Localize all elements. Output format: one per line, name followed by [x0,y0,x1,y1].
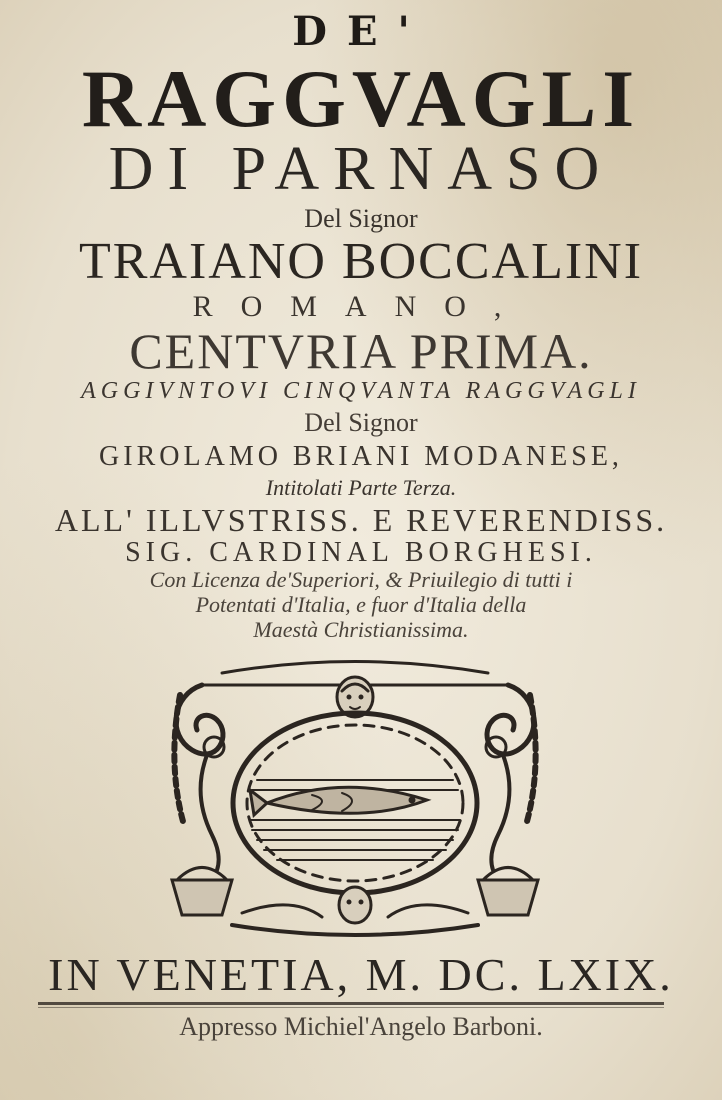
intitolati-line: Intitolati Parte Terza. [265,475,457,500]
main-title-parnaso: DI PARNASO [108,135,614,203]
licenza-line-3: Maestà Christianissima. [253,617,469,642]
licenza-line-1: Con Licenza de'Superiori, & Priuilegio di tutti i [149,567,573,592]
del-signor-line-1: Del Signor [304,204,418,233]
divider-rule-thin [38,1007,664,1008]
second-author-name: GIROLAMO BRIANI MODANESE, [99,441,623,472]
printer-line: Appresso Michiel'Angelo Barboni. [179,1012,543,1041]
dedication-line-1: ALL' ILLVSTRISS. E REVERENDISS. [54,502,668,538]
main-title-ragguagli: RAGGVAGLI [81,53,641,144]
divider-rule [38,1002,664,1005]
author-name: TRAIANO BOCCALINI [78,233,644,290]
centuria-line: CENTVRIA PRIMA. [129,323,593,379]
licenza-line-2: Potentati d'Italia, e fuor d'Italia della [195,592,527,617]
title-line-de: DE' [292,8,430,55]
printers-device-woodcut [162,655,548,945]
dedication-line-2: SIG. CARDINAL BORGHESI. [125,537,597,568]
imprint-line: IN VENETIA, M. DC. LXIX. [48,949,674,1000]
aggiuntovi-line: AGGIVNTOVI CINQVANTA RAGGVAGLI [81,378,641,404]
del-signor-line-2: Del Signor [304,408,418,437]
author-origin: ROMANO, [192,290,530,323]
